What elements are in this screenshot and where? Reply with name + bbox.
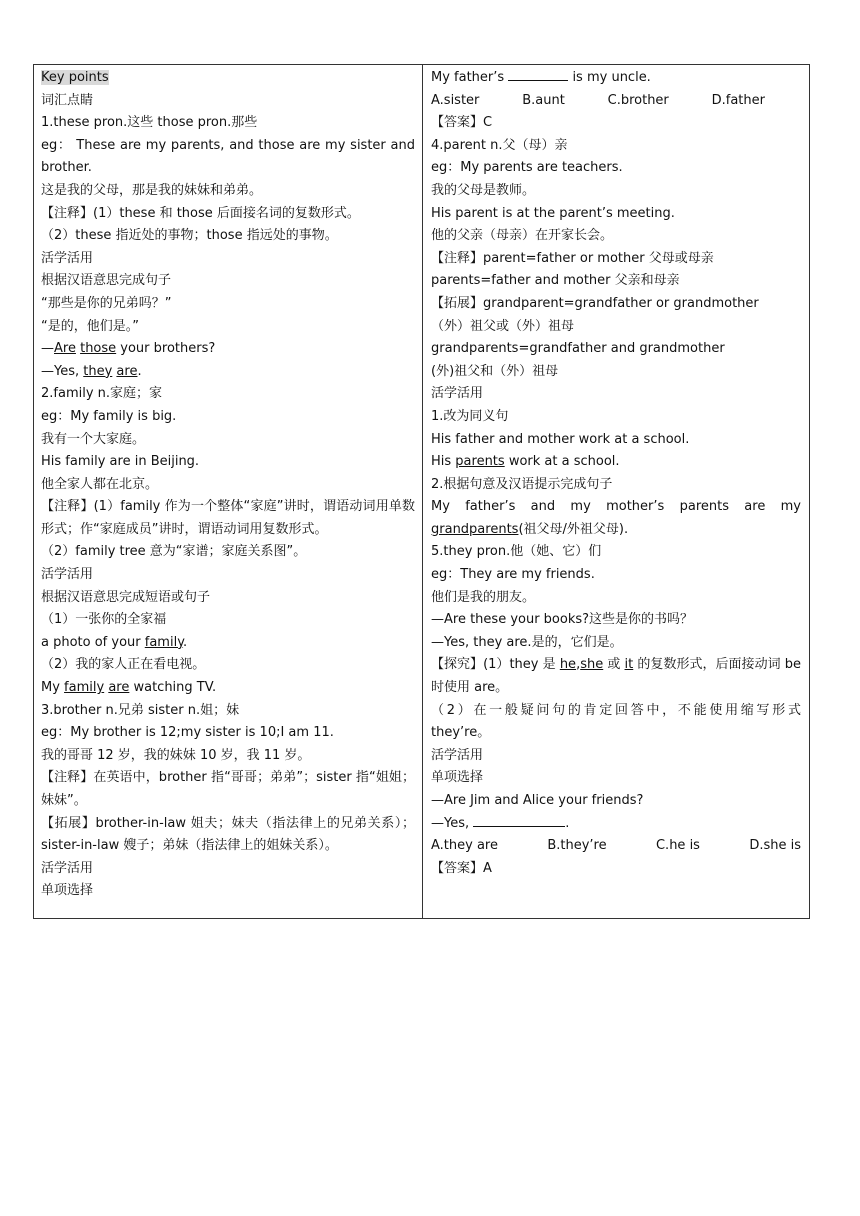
translation-line: 他全家人都在北京。	[41, 476, 159, 492]
answer-key: 【答案】A	[431, 860, 492, 876]
text-part: watching TV.	[129, 680, 217, 696]
practice-heading: 活学活用	[41, 567, 94, 583]
translation-line: 我的父母是教师。	[431, 182, 536, 198]
note-line: （2）these 指近处的事物；those 指远处的事物。	[41, 228, 338, 244]
instruction-line: 单项选择	[41, 883, 94, 899]
answer-word: grandparents	[431, 521, 519, 537]
answer-line	[41, 677, 415, 700]
instruction-line: 根据汉语意思完成句子	[41, 273, 172, 289]
text-part: My father’s	[431, 70, 509, 85]
options-row	[431, 835, 801, 858]
text-part: His	[431, 454, 456, 470]
answer-blank	[473, 814, 565, 827]
instruction-line: 单项选择	[431, 770, 484, 786]
option-d: D.father	[711, 92, 765, 108]
section-heading	[41, 67, 415, 90]
example-line: eg：My family is big.	[41, 408, 177, 424]
key-points-label: Key points	[41, 70, 109, 85]
practice-heading: 活学活用	[431, 386, 484, 402]
explore-line	[431, 654, 801, 699]
extension-line: grandparents=grandfather and grandmother	[431, 341, 725, 357]
text-part: your brothers?	[116, 341, 216, 357]
answer-word: it	[624, 657, 634, 673]
instruction-line: 1.改为同义句	[431, 408, 509, 424]
notes-table	[33, 64, 810, 919]
answer-word: they	[83, 363, 113, 379]
translation-line: 他的父亲（母亲）在开家长会。	[431, 228, 614, 244]
answer-word: family	[64, 680, 105, 696]
option-a: A.sister	[431, 92, 480, 108]
extension-line: （外）祖父或（外）祖母	[431, 318, 575, 334]
text-part: 的复数形式，后面接动词 be 时使用 are。	[431, 657, 802, 696]
example-line: eg：They are my friends.	[431, 567, 595, 583]
text-part: —	[41, 341, 54, 357]
translation-line: 他们是我的朋友。	[431, 589, 536, 605]
extension-line: 【拓展】brother-in-law 姐夫；妹夫（指法律上的兄弟关系）；sister-in-law 嫂子；弟妹（指法律上的姐妹关系）。	[41, 815, 415, 854]
text-line: His father and mother work at a school.	[431, 431, 690, 447]
left-column	[34, 65, 423, 918]
vocab-item-these: 1.these pron.这些 those pron.那些	[41, 115, 258, 131]
text-part: 【探究】(1）they 是	[431, 657, 560, 673]
text-part: My father’s and my mother’s parents are my	[431, 499, 801, 515]
question-line: —Are Jim and Alice your friends?	[431, 793, 644, 808]
note-line: 【注释】parent=father or mother 父母或母亲	[431, 250, 714, 266]
option-b: B.aunt	[522, 92, 565, 108]
translation-line: 我有一个大家庭。	[41, 431, 146, 447]
answer-word: family	[144, 634, 184, 650]
answer-line	[431, 496, 801, 541]
extension-line: 【拓展】grandparent=grandfather or grandmother	[431, 295, 759, 311]
vocab-item-family: 2.family n.家庭；家	[41, 386, 163, 402]
answer-line	[41, 361, 415, 384]
answer-line	[431, 451, 801, 474]
text-part: —Yes,	[431, 815, 474, 831]
instruction-line: 根据汉语意思完成短语或句子	[41, 589, 211, 605]
text-line: “是的，他们是。”	[41, 318, 139, 334]
answer-word: he	[559, 657, 577, 673]
option-b: B.they’re	[547, 838, 607, 854]
example-line: eg：My parents are teachers.	[431, 160, 623, 176]
example-line: His parent is at the parent’s meeting.	[431, 205, 675, 221]
answer-word: parents	[455, 454, 505, 470]
option-c: C.he is	[655, 838, 700, 854]
example-line: eg：My brother is 12;my sister is 10;I am 11.	[41, 725, 334, 741]
text-line: （2）我的家人正在看电视。	[41, 657, 206, 673]
practice-heading: 活学活用	[41, 250, 94, 266]
note-line: （2）family tree 意为“家谱；家庭关系图”。	[41, 544, 307, 560]
question-line	[431, 67, 801, 90]
text-part: ,	[576, 657, 581, 673]
text-part: work at a school.	[504, 454, 620, 470]
example-line: His family are in Beijing.	[41, 454, 200, 470]
instruction-line: 2.根据句意及汉语提示完成句子	[431, 476, 613, 492]
translation-line: 这是我的父母，那是我的妹妹和弟弟。	[41, 182, 263, 198]
option-a: A.they are	[431, 838, 498, 854]
answer-word: are	[116, 363, 138, 379]
note-line: 【注释】(1）family 作为一个整体“家庭”讲时，谓语动词用单数形式；作“家庭成员”讲时，谓语动词用复数形式。	[41, 499, 415, 537]
text-part: .	[183, 634, 188, 650]
option-c: C.brother	[607, 92, 669, 108]
extension-line: (外)祖父和（外）祖母	[431, 363, 559, 379]
options-row	[431, 90, 801, 113]
answer-word: Are	[54, 341, 76, 357]
text-part: My	[41, 680, 65, 696]
text-part: a photo of your	[41, 634, 145, 650]
vocab-item-brother: 3.brother n.兄弟 sister n.姐；妹	[41, 702, 240, 718]
example-line: —Yes, they are.是的，它们是。	[431, 634, 623, 650]
text-part: 或	[603, 657, 625, 673]
note-line: 【注释】(1）these 和 those 后面接名词的复数形式。	[41, 205, 360, 221]
text-line: （1）一张你的全家福	[41, 612, 167, 628]
example-line: eg： These are my parents, and those are my sister and brother.	[41, 137, 415, 176]
note-line: parents=father and mother 父亲和母亲	[431, 273, 680, 289]
explore-line: （2）在一般疑问句的肯定回答中，不能使用缩写形式 they’re。	[431, 702, 801, 741]
vocab-item-parent: 4.parent n.父（母）亲	[431, 137, 568, 153]
right-column	[423, 65, 809, 918]
option-d: D.she is	[749, 838, 801, 854]
text-line: “那些是你的兄弟吗？”	[41, 295, 172, 311]
text-part: is my uncle.	[568, 70, 651, 85]
practice-heading: 活学活用	[41, 860, 94, 876]
vocab-item-they: 5.they pron.他（她、它）们	[431, 544, 602, 560]
text-part: .	[137, 363, 142, 379]
note-line: 【注释】在英语中，brother 指“哥哥；弟弟”；sister 指“姐姐；妹妹”。	[41, 770, 415, 808]
answer-word: she	[580, 657, 604, 673]
translation-line: 我的哥哥 12 岁，我的妹妹 10 岁，我 11 岁。	[41, 747, 311, 763]
answer-blank	[508, 68, 568, 81]
answer-key: 【答案】C	[431, 115, 493, 131]
answer-line	[41, 338, 415, 361]
question-line	[431, 813, 801, 836]
answer-line	[41, 632, 415, 655]
text-part: —Yes,	[41, 363, 84, 379]
example-line: —Are these your books?这些是你的书吗？	[431, 612, 694, 628]
text-part: .	[565, 815, 570, 831]
answer-word: are	[108, 680, 130, 696]
text-part: (祖父母/外祖父母).	[518, 521, 629, 537]
text-line: 词汇点睛	[41, 92, 94, 108]
practice-heading: 活学活用	[431, 747, 484, 763]
answer-word: those	[80, 341, 117, 357]
